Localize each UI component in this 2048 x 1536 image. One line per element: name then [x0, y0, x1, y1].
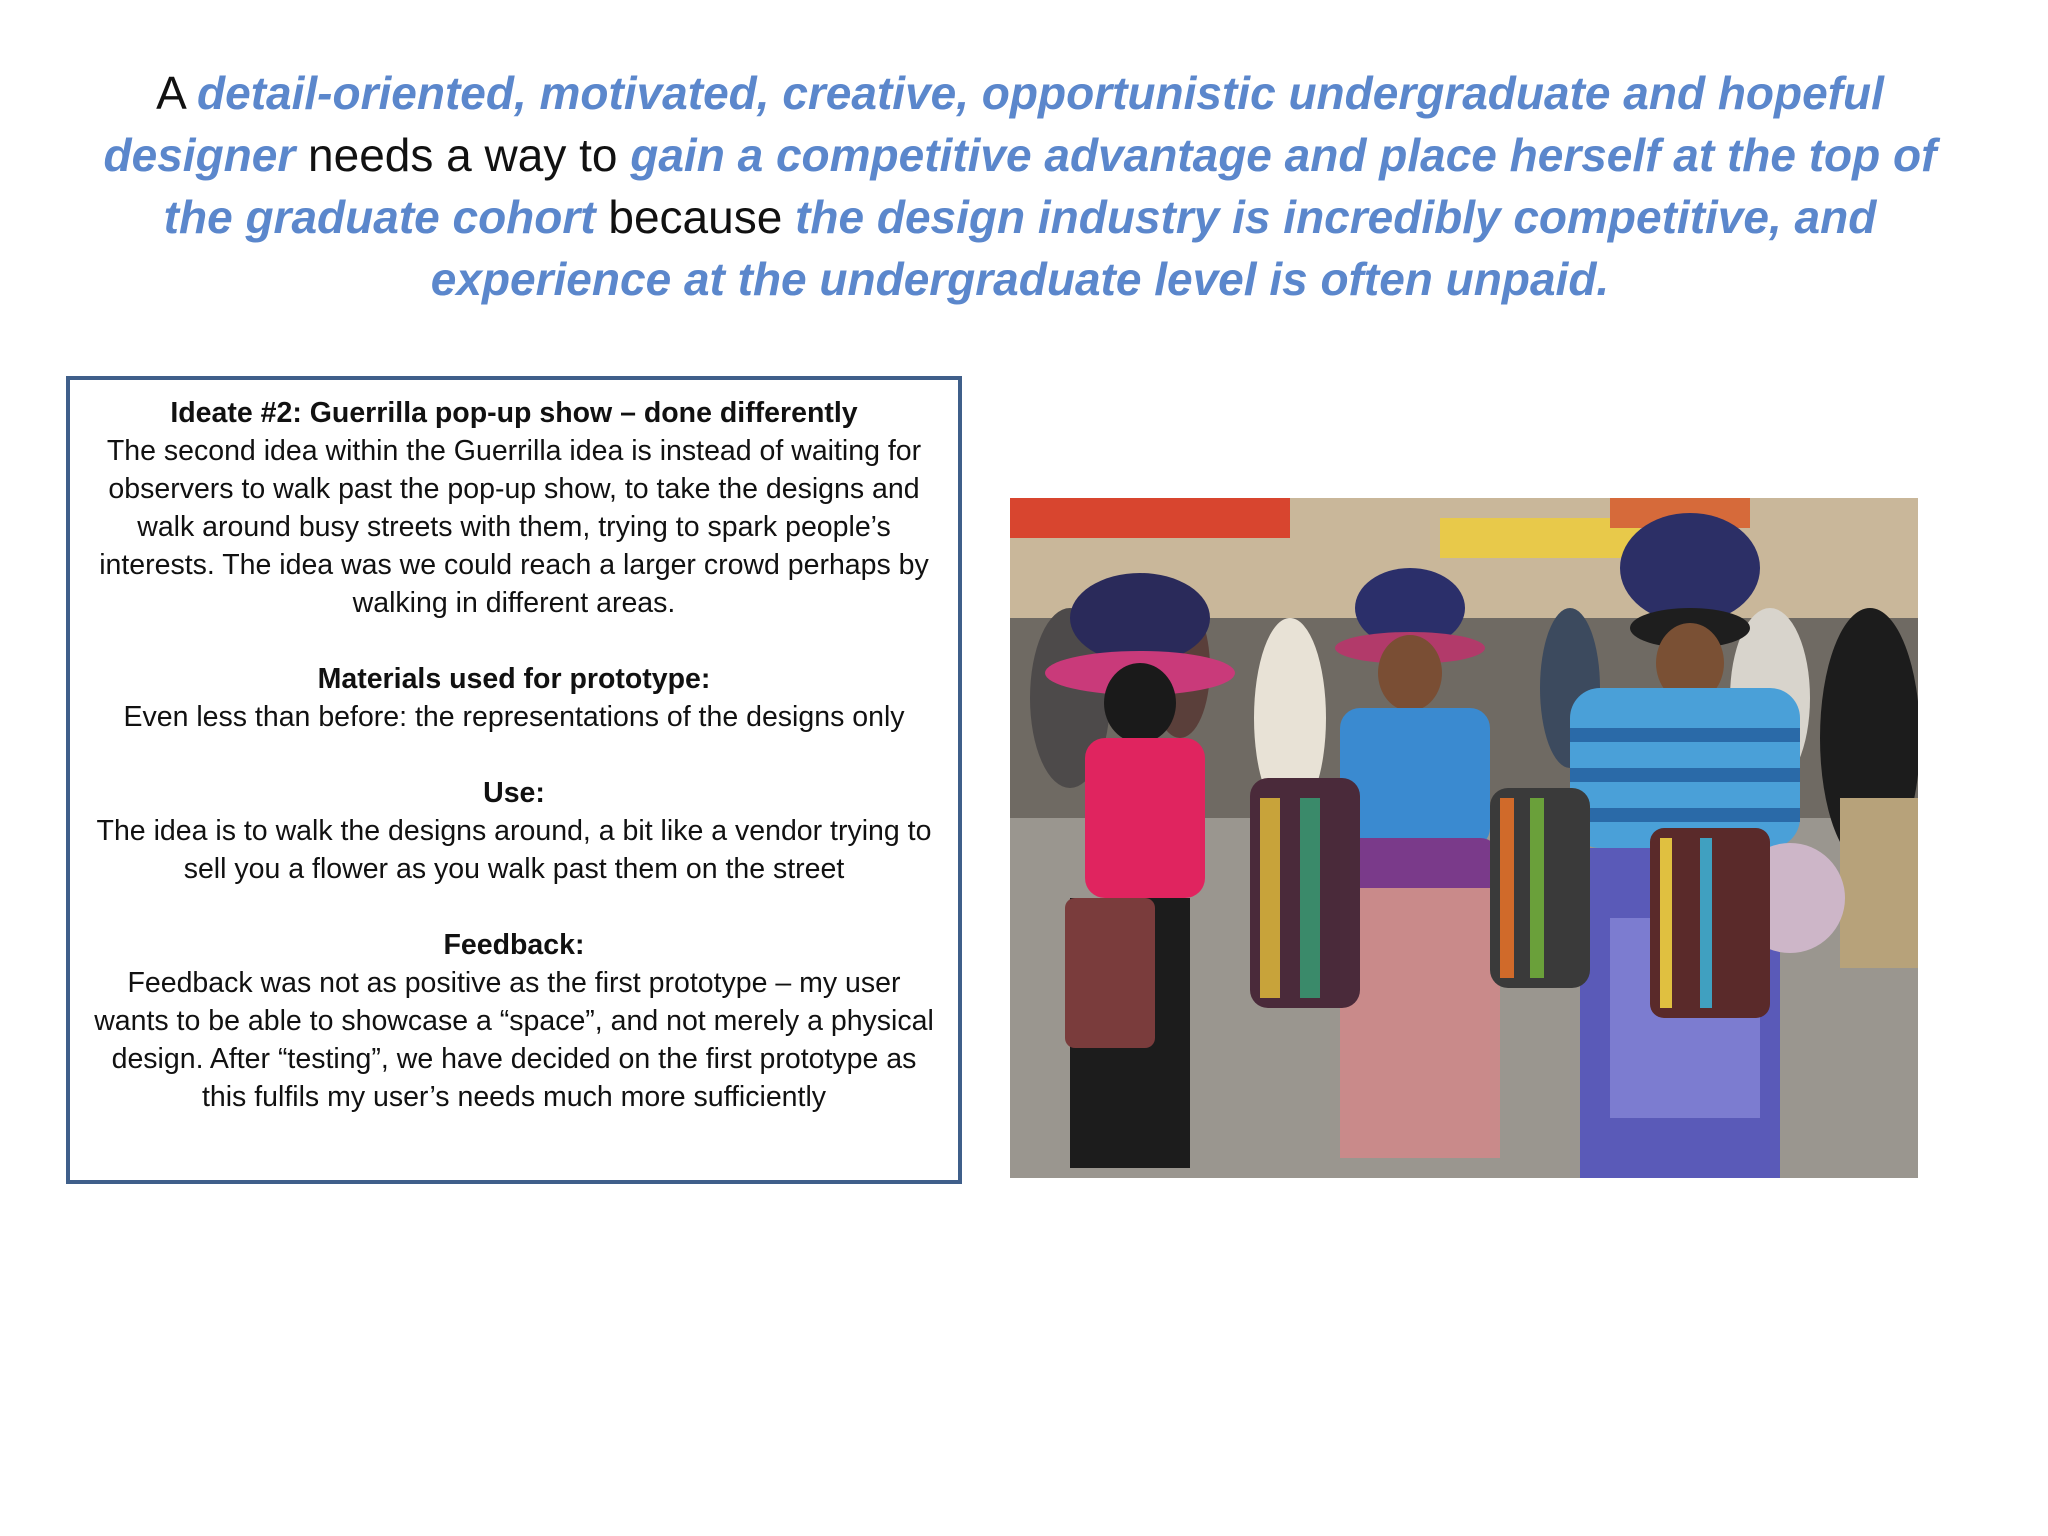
materials-text: Even less than before: the representations of the designs only — [123, 701, 905, 733]
headline-user-description: detail-oriented, motivated, creative, opportunistic undergraduate and hopeful designer — [103, 67, 1884, 181]
ideate-title: Ideate #2: Guerrilla pop-up show – done differently — [170, 397, 858, 429]
headline-plain-1: A — [156, 67, 198, 119]
feedback-text: Feedback was not as positive as the first prototype – my user wants to be able to showcase a “space”, and not merely a physical design. After “testing”, we have decided on the first prototype as this fulfils my user’s needs much more sufficiently — [94, 967, 934, 1113]
street-vendors-photo — [1010, 498, 1918, 1178]
feedback-heading: Feedback: — [443, 929, 585, 961]
headline-insight: the design industry is incredibly competitive, and experience at the undergraduate level is often unpaid. — [430, 191, 1877, 305]
ideate-text-box — [66, 376, 962, 1184]
ideate-intro: The second idea within the Guerrilla idea is instead of waiting for observers to walk past the pop-up show, to take the designs and walk around busy streets with them, trying to spark people’s interests. The idea was we could reach a larger crowd perhaps by walking in different areas. — [99, 435, 929, 619]
spacer — [90, 622, 938, 660]
use-heading: Use: — [483, 777, 545, 809]
use-text: The idea is to walk the designs around, a bit like a vendor trying to sell you a flower as you walk past them on the street — [96, 815, 932, 885]
problem-statement — [90, 62, 1950, 310]
headline-plain-2: needs a way to — [295, 129, 631, 181]
headline-plain-3: because — [595, 191, 796, 243]
materials-heading: Materials used for prototype: — [317, 663, 711, 695]
spacer — [90, 736, 938, 774]
headline-user-need: gain a competitive advantage and place herself at the top of the graduate cohort — [163, 129, 1937, 243]
spacer — [90, 888, 938, 926]
